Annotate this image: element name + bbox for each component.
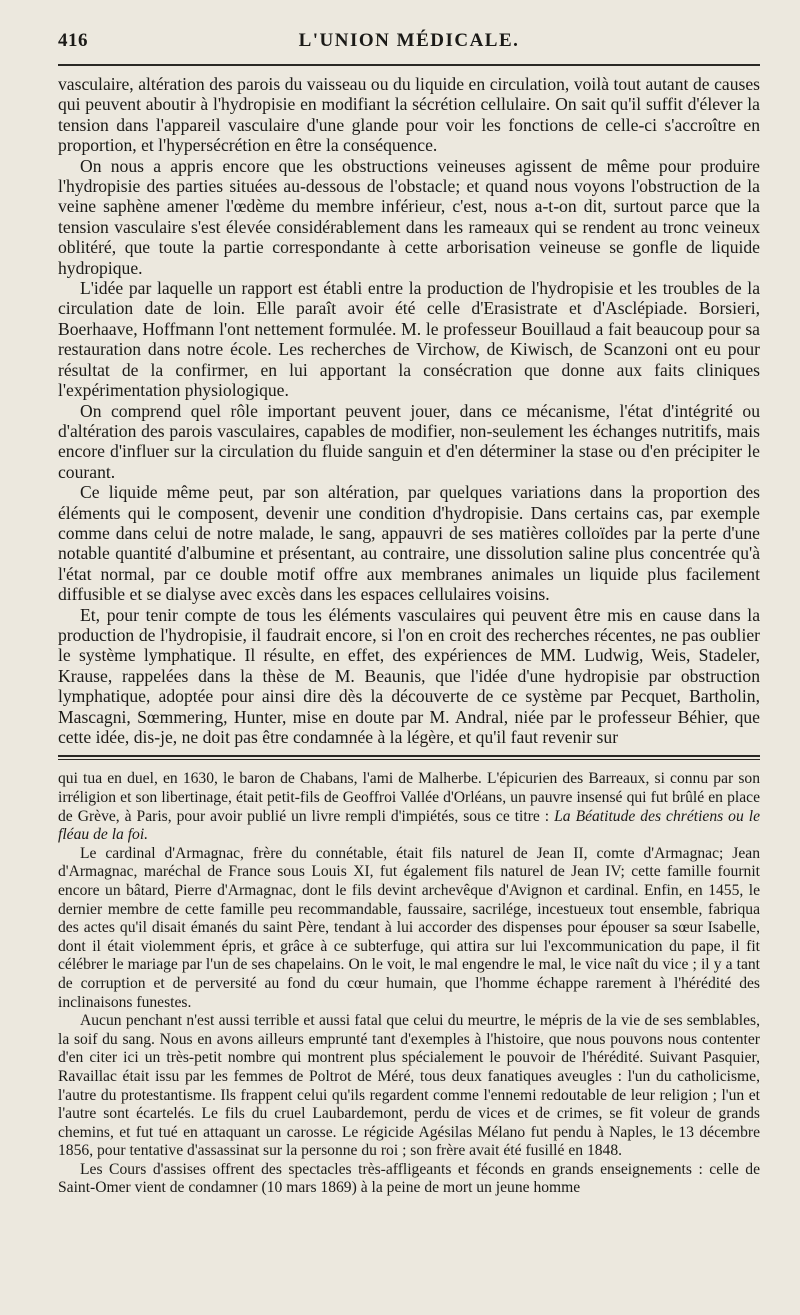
paragraph: Ce liquide même peut, par son altération, par quelques variations dans la proportion des éléments qui le composent, devenir une condition d'hydropisie. Dans certains cas, par exemple comme dans celui de notre malade, le sang, appauvri de ses matières colloïdes par la perte d'une notable quantité d'albumine et présentant, au contraire, une dissolution saline plus concentrée qu'à l'état normal, par ce double motif offre aux membranes animales un liquide plus facilement diffusible et se dialyse avec excès dans les espaces cellulaires voisins. (58, 482, 760, 605)
note-paragraph: Les Cours d'assises offrent des spectacles très-affligeants et féconds en grands enseignements : celle de Saint-Omer vient de condamner (10 mars 1869) à la peine de mort un jeune homme (58, 1160, 760, 1197)
book-title: La Béatitude des chrétiens ou le fléau de la foi. (58, 807, 760, 844)
running-head: L'UNION MÉDICALE. (298, 30, 520, 51)
paragraph: On nous a appris encore que les obstructions veineuses agissent de même pour produire l'hydropisie des parties situées au-dessous de l'obstacle; et quand nous voyons l'obstruction de la veine saphène amener l'œdème du membre inférieur, c'est, nous a-t-on dit, surtout parce que la tension vasculaire s'est élevée considérablement dans les rameaux qui se rendent au tronc veineux oblitéré, que toute la partie correspondante à cette arborisation veineuse se gonfle de liquide hydropique. (58, 155, 760, 278)
paragraph: Et, pour tenir compte de tous les éléments vasculaires qui peuvent être mis en cause dans la production de l'hydropisie, il faudrait encore, si l'on en croit des recherches récentes, ne pas oublier le système lymphatique. Il résulte, en effet, des expériences de MM. Ludwig, Weis, Stadeler, Krause, rappelées dans la thèse de M. Beaunis, que l'idée d'une hydropisie par obstruction lymphatique, adoptée pour ainsi dire dès la découverte de ce système par Pecquet, Bartholin, Mascagni, Sœmmering, Hunter, mise en doute par M. Andral, niée par le professeur Béhier, que cette idée, dis-je, ne doit pas être condamnée à la légère, et qu'il faut revenir sur (58, 604, 760, 747)
main-text (58, 74, 760, 747)
paragraph: vasculaire, altération des parois du vaisseau ou du liquide en circulation, voilà tout autant de causes qui peuvent aboutir à l'hydropisie en modifiant la sécrétion cellulaire. On sait qu'il suffit d'élever la tension dans l'appareil vasculaire d'une glande pour voir les fonctions de celle-ci s'accroître en proportion, et l'hypersécrétion en être la conséquence. (58, 74, 760, 156)
paragraph: On comprend quel rôle important peuvent jouer, dans ce mécanisme, l'état d'intégrité ou d'altération des parois vasculaires, capables de modifier, non-seulement les échanges nutritifs, mais encore d'influer sur la circulation du fluide sanguin et d'en déterminer la stase ou d'en précipiter le courant. (58, 400, 760, 482)
header-rule (58, 64, 760, 66)
note-paragraph: Aucun penchant n'est aussi terrible et aussi fatal que celui du meurtre, le mépris de la vie de ses semblables, la soif du sang. Nous en avons ailleurs emprunté tant d'exemples à l'histoire, que nous pouvons nous contenter d'en citer ici un très-petit nombre qui montrent plus spécialement le pouvoir de l'hérédité. Suivant Pasquier, Ravaillac était issu par les femmes de Poltrot de Méré, tous deux fanatiques aveugles : l'un du catholicisme, l'autre du protestantisme. Ils frappent celui qu'ils regardent comme l'ennemi redoutable de leur religion ; l'un et l'autre sont écartelés. Le fils du cruel Laubardemont, perdu de vices et de crimes, se fit voleur de grands chemins, et fut tué en attaquant un carosse. Le régicide Agésilas Mélano fut pendu à Naples, le 13 décembre 1856, pour tentative d'assassinat sur la personne du roi ; son frère avait été fusillé en 1848. (58, 1012, 760, 1160)
paragraph: L'idée par laquelle un rapport est établi entre la production de l'hydropisie et les troubles de la circulation date de loin. Elle paraît avoir été celle d'Erasistrate et d'Asclépiade. Borsieri, Boerhaave, Hoffmann l'ont nettement formulée. M. le professeur Bouillaud a fait beaucoup pour sa restauration dans notre école. Les recherches de Virchow, de Kiwisch, de Scanzoni ont eu pour résultat de la confirmer, en lui apportant la consécration que donne aux faits cliniques l'expérimentation physiologique. (58, 278, 760, 401)
note-paragraph: Le cardinal d'Armagnac, frère du connétable, était fils naturel de Jean II, comte d'Armagnac; Jean d'Armagnac, maréchal de France sous Louis XI, fut également fils naturel de Jean IV; cette famille fournit encore un bâtard, Pierre d'Armagnac, dont le fils devint archevêque d'Avignon et cardinal. Enfin, en 1455, le dernier membre de cette famille peu recommandable, faussaire, sacrilége, incestueux tout ensemble, fabriqua des actes qu'il disait émanés du saint Père, tendant à lui accorder des dispenses pour épouser sa sœur Isabelle, dont il était violemment épris, et grâce à ce subterfuge, qui attira sur lui l'excommunication du pape, il fit célébrer le mariage par l'un de ses chapelains. On le voit, le mal engendre le mal, le vice naît du vice ; il y a tant de corruption et de perversité au fond du cœur humain, que l'homme échappe rarement à l'hérédité des inclinaisons funestes. (58, 844, 760, 1011)
page-number: 416 (58, 30, 88, 51)
note-text: qui tua en duel, en 1630, le baron de Chabans, l'ami de Malherbe. L'épicurien des Barreaux, si connu par son irréligion et son libertinage, était petit-fils de Geoffroi Vallée d'Orléans, un pauvre insensé qui fut brûlé en place de Grève, à Paris, pour avoir publié un livre rempli d'impiétés, sous ce titre : (58, 770, 760, 825)
page-header (58, 30, 760, 64)
note-paragraph (58, 770, 760, 844)
section-rule (58, 755, 760, 757)
feuilleton-text (58, 770, 760, 1198)
section-rule-thin (58, 759, 760, 760)
